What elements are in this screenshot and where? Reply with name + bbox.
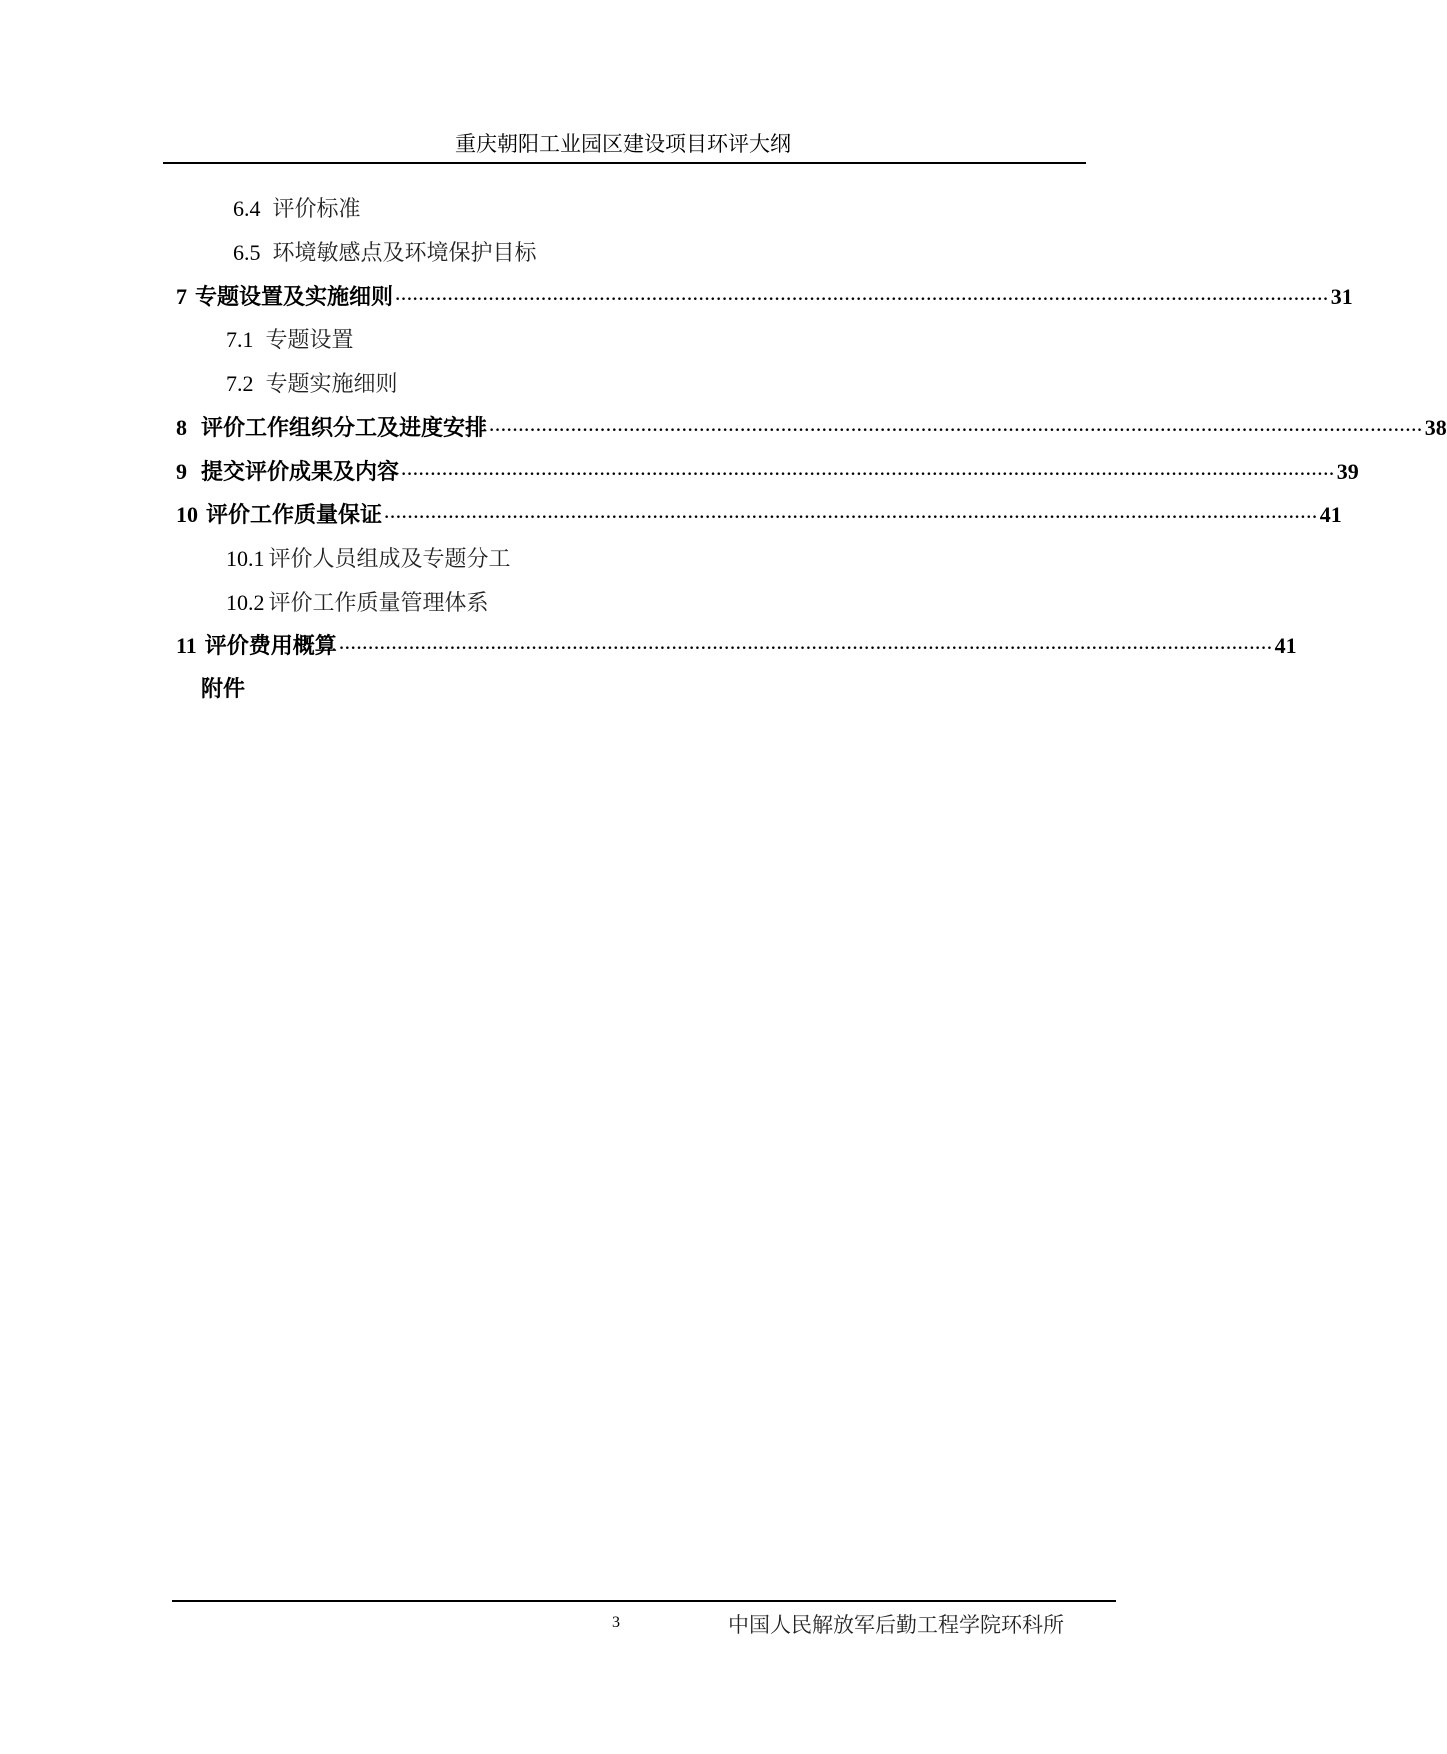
toc-entry-label: 评价工作质量保证 — [206, 503, 383, 528]
toc-entry-10[interactable] — [176, 500, 1342, 530]
toc-entry-label: 专题设置及实施细则 — [195, 285, 394, 310]
toc-entry-number: 10.2 — [226, 590, 265, 615]
footer-organization: 中国人民解放军后勤工程学院环科所 — [728, 1613, 1064, 1637]
toc-dot-leader: ································································································································································ — [384, 509, 1318, 526]
toc-entry-label: 专题设置 — [265, 328, 354, 353]
toc-dot-leader: ································································································································································ — [338, 640, 1273, 657]
toc-entry-number: 8 — [176, 415, 187, 440]
toc-entry-10-1[interactable] — [226, 544, 511, 574]
toc-entry-number: 6.5 — [233, 240, 261, 265]
toc-entry-label: 评价费用概算 — [204, 634, 337, 659]
toc-dot-leader: ································································································································································ — [489, 422, 1423, 439]
toc-dot-leader: ································································································································································ — [401, 466, 1335, 483]
toc-entry-label: 专题实施细则 — [265, 372, 398, 397]
toc-entry-number: 9 — [176, 459, 187, 484]
toc-entry-page: 39 — [1336, 459, 1359, 484]
toc-entry-6-4[interactable] — [233, 194, 361, 224]
toc-entry-appendix[interactable] — [201, 675, 245, 705]
toc-entry-number: 6.4 — [233, 196, 261, 221]
toc-entry-7[interactable] — [176, 282, 1353, 312]
header-divider — [163, 162, 1086, 164]
toc-entry-label: 评价人员组成及专题分工 — [268, 547, 511, 572]
toc-entry-label: 评价工作组织分工及进度安排 — [201, 416, 488, 441]
toc-entry-11[interactable] — [176, 631, 1297, 661]
toc-entry-7-2[interactable] — [226, 369, 398, 399]
toc-entry-8[interactable] — [176, 413, 1447, 443]
toc-entry-10-2[interactable] — [226, 588, 489, 618]
toc-entry-number: 7.1 — [226, 327, 254, 352]
toc-entry-label: 环境敏感点及环境保护目标 — [272, 241, 537, 266]
toc-entry-number: 11 — [176, 633, 197, 658]
footer-divider — [172, 1600, 1116, 1602]
toc-entry-label: 附件 — [201, 677, 246, 702]
toc-entry-page: 31 — [1330, 284, 1353, 309]
toc-entry-page: 41 — [1274, 633, 1297, 658]
toc-entry-page: 38 — [1424, 415, 1447, 440]
toc-entry-number: 7.2 — [226, 371, 254, 396]
toc-entry-label: 评价标准 — [272, 197, 361, 222]
toc-entry-7-1[interactable] — [226, 325, 354, 355]
toc-dot-leader: ································································································································································ — [395, 291, 1329, 308]
toc-entry-6-5[interactable] — [233, 238, 537, 268]
toc-entry-number: 7 — [176, 284, 187, 309]
toc-entry-label: 评价工作质量管理体系 — [268, 591, 489, 616]
toc-entry-label: 提交评价成果及内容 — [201, 460, 400, 485]
toc-entry-number: 10 — [176, 502, 198, 527]
page-header-title: 重庆朝阳工业园区建设项目环评大纲 — [455, 132, 791, 156]
toc-entry-page: 41 — [1319, 502, 1342, 527]
toc-entry-9[interactable] — [176, 457, 1359, 487]
toc-entry-number: 10.1 — [226, 546, 265, 571]
footer-page-number: 3 — [612, 1614, 620, 1631]
